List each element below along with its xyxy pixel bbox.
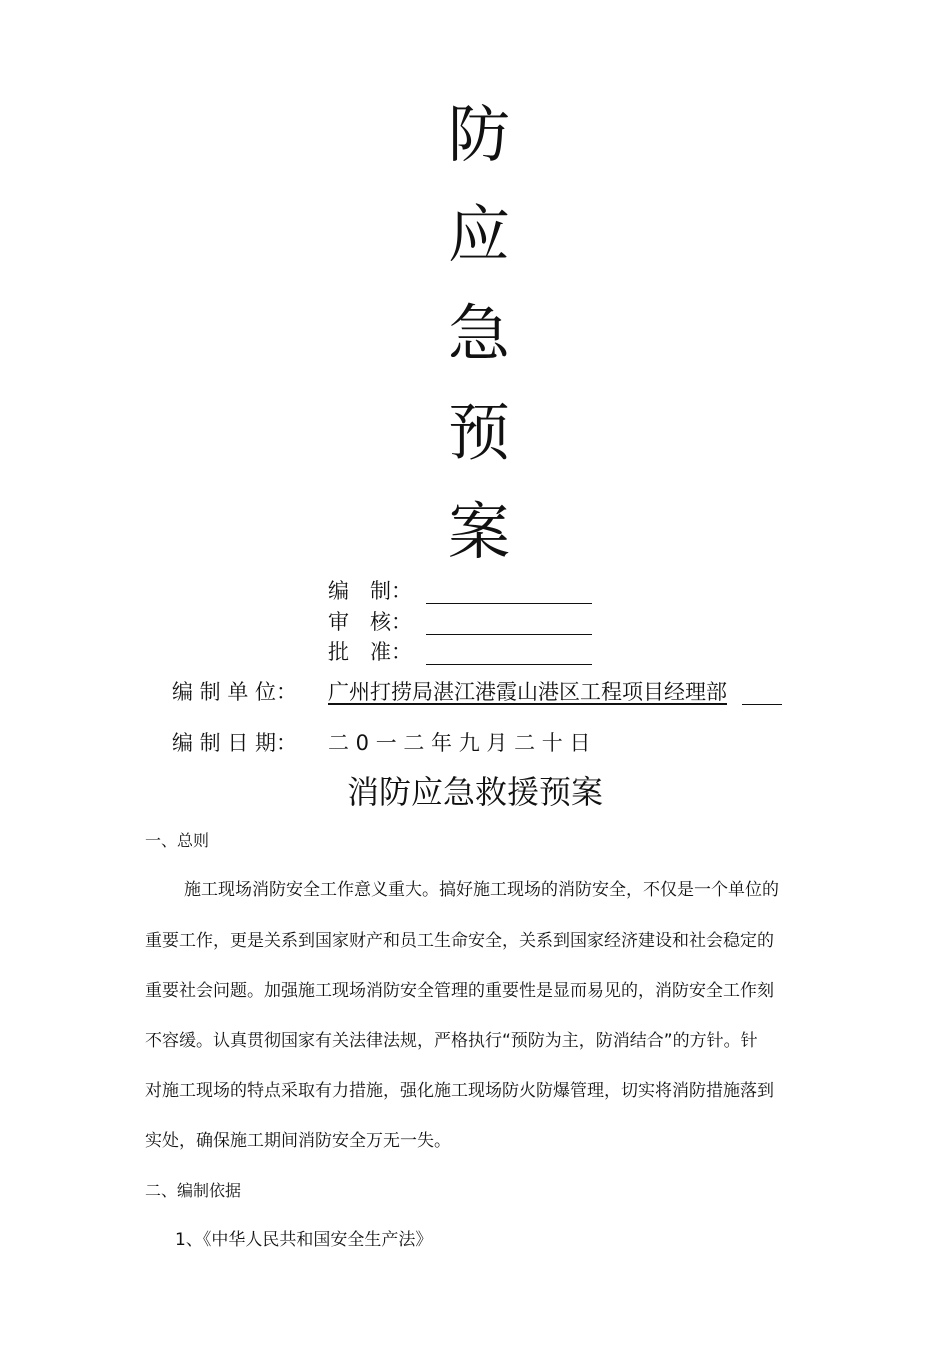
section-heading-basis: 二、编制依据: [145, 1181, 242, 1200]
document-title: 消防应急救援预案: [346, 773, 603, 811]
paragraph-line: 实处，确保施工期间消防安全万无一失。: [145, 1131, 451, 1151]
sign-label-approve: 批 准：: [328, 640, 412, 664]
cover-title-char: 案: [447, 495, 510, 568]
date-value: 二 0 一 二 年 九 月 二 十 日: [328, 731, 591, 755]
paragraph-line: 不容缓。认真贯彻国家有关法律法规，严格执行“预防为主，防消结合”的方针。针: [145, 1031, 758, 1051]
sign-line-approve: [426, 663, 592, 665]
unit-label: 编 制 单 位：: [172, 680, 298, 704]
paragraph-line: 重要社会问题。加强施工现场消防安全管理的重要性是显而易见的，消防安全工作刻: [145, 981, 774, 1001]
sign-label-review: 审 核：: [328, 610, 412, 634]
section-heading-general: 一、总则: [145, 831, 210, 850]
unit-underline-tail: [742, 703, 782, 705]
sign-line-compile: [426, 602, 592, 604]
date-label: 编 制 日 期：: [172, 731, 298, 755]
cover-title-char: 急: [447, 297, 510, 370]
paragraph-line: 对施工现场的特点采取有力措施，强化施工现场防火防爆管理，切实将消防措施落到: [145, 1081, 774, 1101]
cover-title-char: 应: [447, 198, 510, 271]
cover-title-char: 防: [447, 98, 510, 171]
list-item: 1、《中华人民共和国安全生产法》: [175, 1230, 433, 1250]
paragraph-line: 施工现场消防安全工作意义重大。搞好施工现场的消防安全，不仅是一个单位的: [184, 880, 779, 900]
sign-line-review: [426, 633, 592, 635]
cover-title-char: 预: [447, 396, 510, 469]
sign-label-compile: 编 制：: [328, 579, 412, 603]
unit-value: 广州打捞局湛江港霞山港区工程项目经理部: [328, 680, 727, 704]
paragraph-line: 重要工作，更是关系到国家财产和员工生命安全，关系到国家经济建设和社会稳定的: [145, 931, 774, 951]
